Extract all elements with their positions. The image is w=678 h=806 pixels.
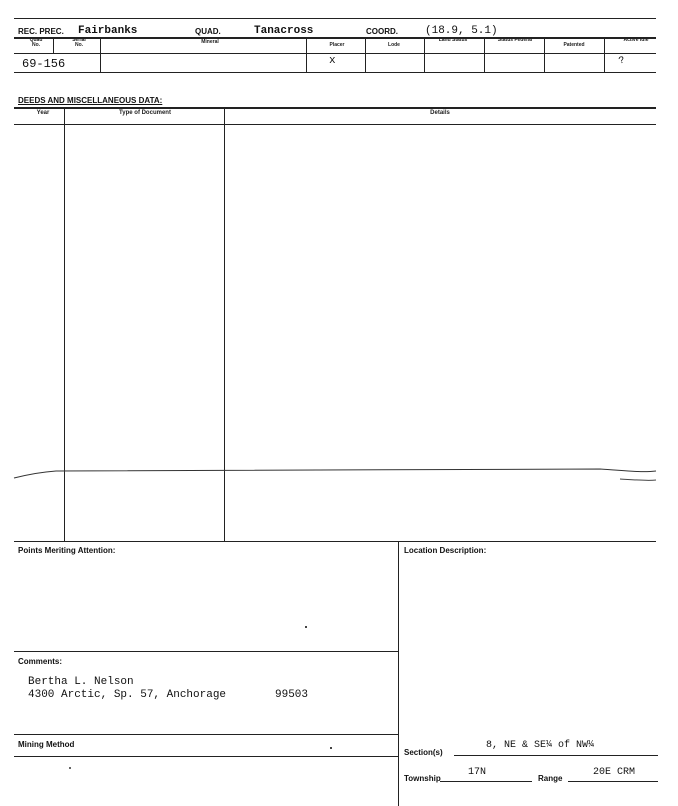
column-header-top-rule (14, 37, 656, 39)
comments-label: Comments: (18, 657, 63, 666)
active-idle-scrawl: ? (617, 55, 627, 68)
mining-method-rule (14, 756, 398, 757)
mining-method-label: Mining Method (18, 740, 75, 749)
township-value: 17N (468, 767, 487, 778)
placer-mark: x (329, 55, 336, 67)
range-label: Range (538, 774, 563, 783)
quad-label: QUAD. (195, 27, 221, 36)
status-federal-header: Status Federal (497, 37, 533, 43)
sections-label: Section(s) (404, 748, 443, 757)
sections-underline (454, 755, 658, 756)
points-meriting-attention-label: Points Meriting Attention: (18, 546, 116, 555)
divider-land-status (484, 37, 485, 72)
divider-serial-mineral (100, 37, 101, 72)
lode-header: Lode (388, 42, 400, 48)
stray-dot-3 (69, 767, 71, 769)
patented-header: Patented (563, 42, 585, 48)
coord-value: (18.9, 5.1) (425, 25, 498, 37)
deeds-section-title: DEEDS AND MISCELLANEOUS DATA: (18, 96, 163, 105)
divider-lode-land (424, 37, 425, 72)
year-header: Year (36, 110, 50, 116)
coord-label: COORD. (366, 27, 398, 36)
quad-no-header: Quad No. (29, 37, 43, 48)
mining-method-top-rule (14, 734, 398, 735)
divider-patented-active (604, 37, 605, 72)
divider-status-patented (544, 37, 545, 72)
quad-serial-value: 69-156 (22, 57, 66, 71)
range-underline (568, 781, 658, 782)
divider-placer-lode (365, 37, 366, 72)
mineral-header: Mineral (201, 39, 219, 45)
stray-dot-2 (330, 747, 332, 749)
column-header-bottom-rule (14, 53, 656, 54)
divider-mineral-placer (306, 37, 307, 72)
comments-top-rule (14, 651, 398, 652)
comments-zip: 99503 (275, 689, 309, 701)
land-status-header: Land Status (438, 37, 468, 43)
sections-value: 8, NE & SE¼ of NW¼ (486, 740, 595, 751)
active-idle-header: Active Idle (623, 37, 649, 43)
details-header: Details (430, 110, 450, 116)
lower-box-top-rule (14, 541, 656, 542)
stray-dot (305, 626, 307, 628)
page-fold-line (0, 458, 678, 488)
deeds-top-rule (14, 107, 656, 109)
lower-box-center-divider (398, 541, 399, 806)
rec-prec-label: REC. PREC. (18, 27, 64, 36)
header-top-rule (14, 18, 656, 19)
township-label: Township (404, 774, 441, 783)
comments-line-2: 4300 Arctic, Sp. 57, Anchorage (28, 689, 227, 701)
deeds-header-bottom-rule (14, 124, 656, 125)
township-underline (440, 781, 532, 782)
divider-quad-serial (53, 37, 54, 53)
location-description-label: Location Description: (404, 546, 487, 555)
type-of-document-header: Type of Document (119, 110, 171, 116)
serial-no-header: Serial No. (72, 37, 86, 48)
rec-prec-value: Fairbanks (78, 25, 138, 37)
record-row-bottom-rule (14, 72, 656, 73)
quad-value: Tanacross (254, 25, 314, 37)
range-value: 20E CRM (593, 767, 636, 778)
placer-header: Placer (329, 42, 345, 48)
comments-line-1: Bertha L. Nelson (28, 676, 134, 688)
